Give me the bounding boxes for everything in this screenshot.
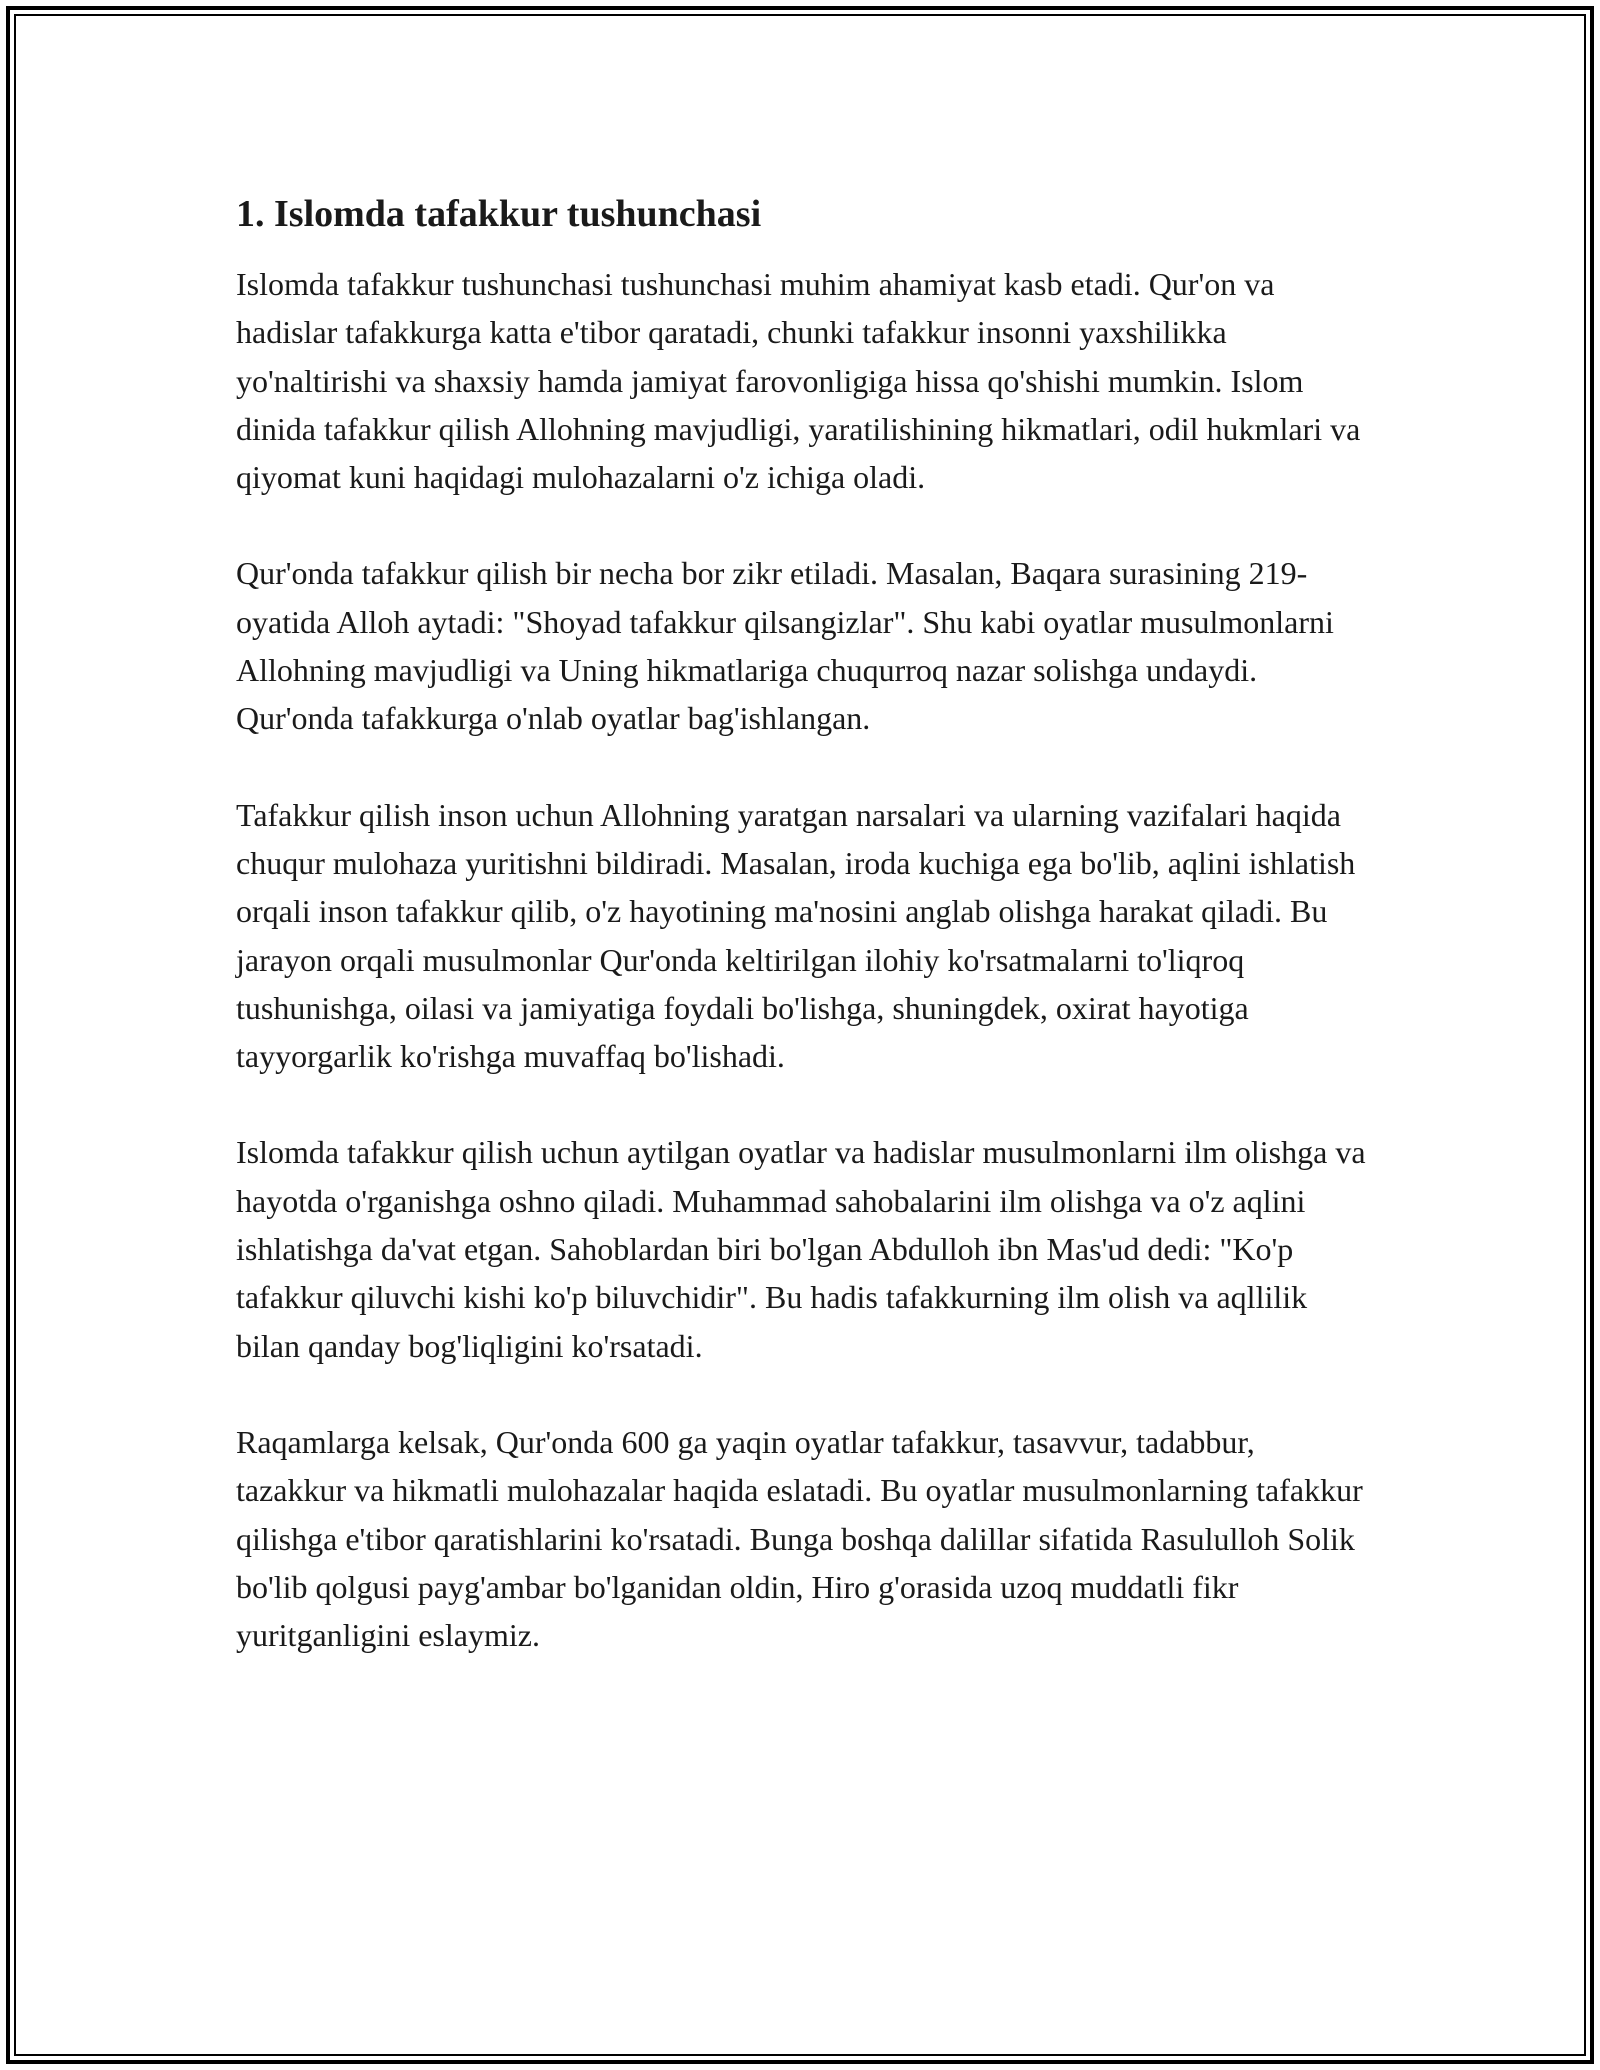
paragraph-3: Tafakkur qilish inson uchun Allohning yaratgan narsalari va ularning vazifalari haqida chuqur mulohaza yuritishni bildiradi. Masalan, iroda kuchiga ega bo'lib, aqlini ishlatish orqali inson tafakkur qilib, o'z hayotining ma'nosini anglab olishga harakat qiladi. Bu jarayon orqali musulmonlar Qur'onda keltirilgan ilohiy ko'rsatmalarni to'liqroq tushunishga, oilasi va jamiyatiga foydali bo'lishga, shuningdek, oxirat hayotiga tayyorgarlik ko'rishga muvaffaq bo'lishadi. xyxy=(236,796,1356,1075)
section-heading: 1. Islomda tafakkur tushunchasi xyxy=(236,193,762,235)
paragraph-5: Raqamlarga kelsak, Qur'onda 600 ga yaqin oyatlar tafakkur, tasavvur, tadabbur, tazakkur va hikmatli mulohazalar haqida eslatadi. Bu oyatlar musulmonlarning tafakkur qilishga e'tibor qaratishlarini ko'rsatadi. Bunga boshqa dalillar sifatida Rasululloh Solik bo'lib qolgusi payg'ambar bo'lganidan oldin, Hiro g'orasida uzoq muddatli fikr yuritganligini eslaymiz. xyxy=(236,1423,1363,1654)
document-body xyxy=(236,188,1366,1707)
paragraph-1: Islomda tafakkur tushunchasi tushunchasi muhim ahamiyat kasb etadi. Qur'on va hadislar tafakkurga katta e'tibor qaratadi, chunki tafakkur insonni yaxshilikka yo'naltirishi va shaxsiy hamda jamiyat farovonligiga hissa qo'shishi mumkin. Islom dinida tafakkur qilish Allohning mavjudligi, yaratilishining hikmatlari, odil hukmlari va qiyomat kuni haqidagi mulohazalarni o'z ichiga oladi. xyxy=(236,266,1361,496)
paragraph-2: Qur'onda tafakkur qilish bir necha bor zikr etiladi. Masalan, Baqara surasining 219-oyatida Alloh aytadi: "Shoyad tafakkur qilsangizlar". Shu kabi oyatlar musulmonlarni Allohning mavjudligi va Uning hikmatlariga chuqurroq nazar solishga undaydi. Qur'onda tafakkurga o'nlab oyatlar bag'ishlangan. xyxy=(236,555,1334,737)
paragraph-4: Islomda tafakkur qilish uchun aytilgan oyatlar va hadislar musulmonlarni ilm olishga va hayotda o'rganishga oshno qiladi. Muhammad sahobalarini ilm olishga va o'z aqlini ishlatishga da'vat etgan. Sahoblardan biri bo'lgan Abdulloh ibn Mas'ud dedi: "Ko'p tafakkur qiluvchi kishi ko'p biluvchidir". Bu hadis tafakkurning ilm olish va aqllilik bilan qanday bog'liqligini ko'rsatadi. xyxy=(236,1134,1366,1364)
